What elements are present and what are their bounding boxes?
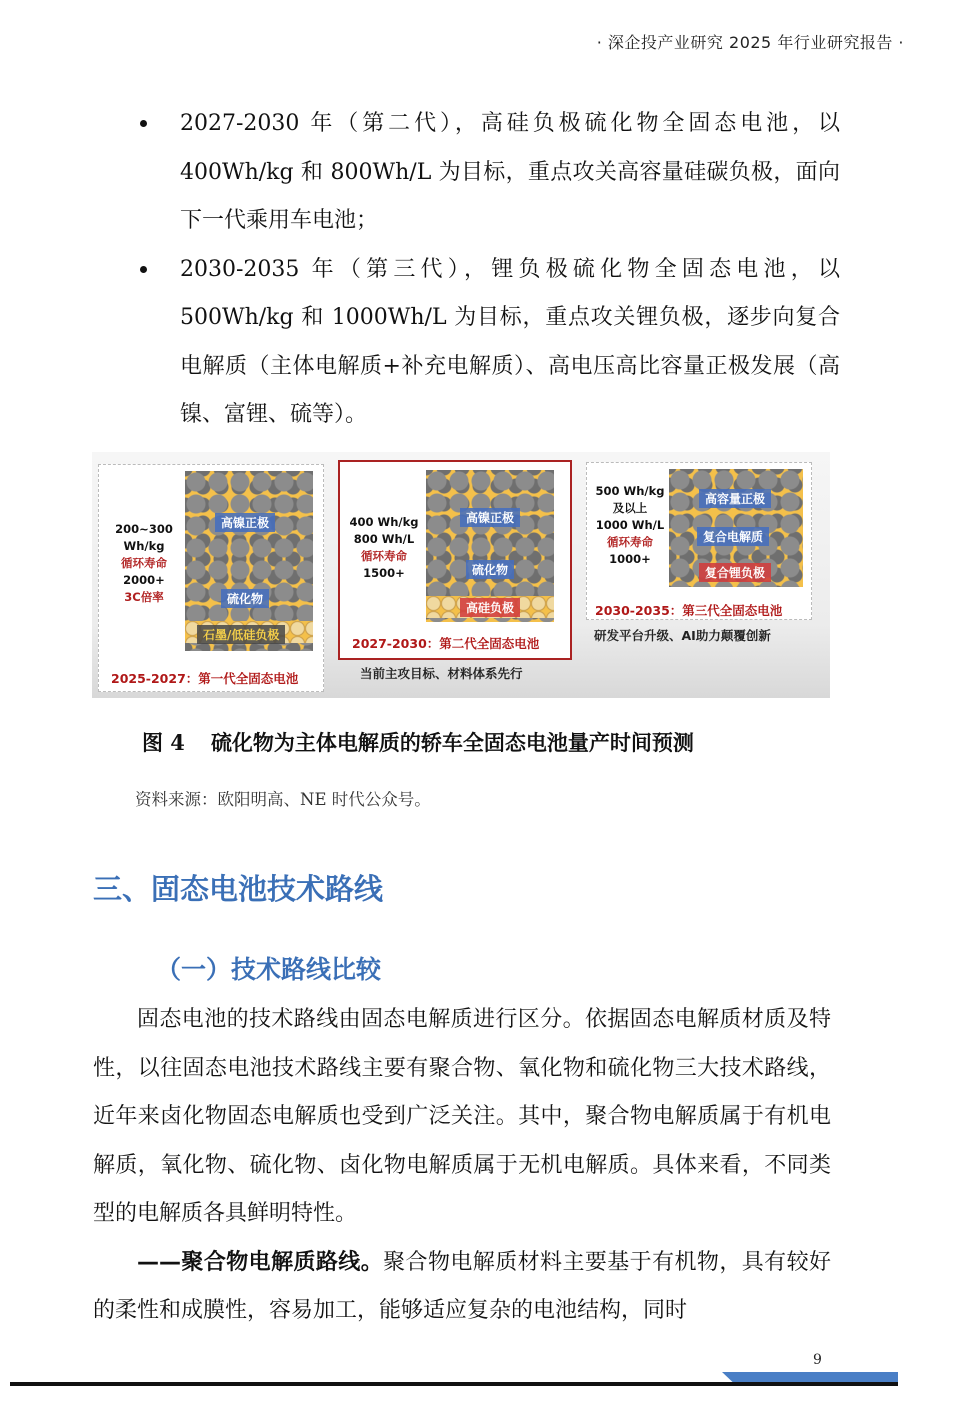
spec-line: 循环寿命 xyxy=(361,549,407,563)
bullet-text: 2027-2030 年（第二代），高硅负极硫化物全固态电池，以 400Wh/kg 和 800Wh/L 为目标，重点攻关高容量硅碳负极，面向下一代乘用车电池； xyxy=(180,111,840,233)
panel-subtitle: 研发平台升级、AI助力颠覆创新 xyxy=(594,628,771,643)
cell-diagram xyxy=(185,471,313,651)
figure-panel-gen1 xyxy=(98,464,324,692)
layer-label: 高镍正极 xyxy=(460,508,520,527)
spec-line: 400 Wh/kg xyxy=(349,515,419,529)
layer-label: 复合电解质 xyxy=(697,527,769,546)
cell-diagram xyxy=(669,469,803,587)
layer-label: 高硅负极 xyxy=(460,598,520,617)
bullet-dot-icon xyxy=(140,120,147,127)
spec-line: Wh/kg xyxy=(123,539,165,553)
paragraph-text: 聚合物电解质材料主要基于有机物，具有较好的柔性和成膜性，容易加工，能够适应复杂的电池结构，同时 xyxy=(93,1249,831,1323)
bullet-dot-icon xyxy=(140,266,147,273)
panel-spec xyxy=(591,483,669,568)
spec-line: 1000+ xyxy=(609,552,651,566)
spec-line: 800 Wh/L xyxy=(353,532,415,546)
panel-title: 2027-2030：第二代全固态电池 xyxy=(352,636,540,651)
panel-title: 2025-2027：第一代全固态电池 xyxy=(111,671,299,686)
spec-line: 循环寿命 xyxy=(121,556,167,570)
bullet-item xyxy=(140,246,840,440)
spec-line: 及以上 xyxy=(612,501,648,515)
spec-line: 2000+ xyxy=(123,573,165,587)
spec-line: 1500+ xyxy=(363,566,405,580)
figure-panel-gen2 xyxy=(338,460,572,660)
paragraph-lead: ——聚合物电解质路线。 xyxy=(137,1249,384,1275)
subsection-heading: （一）技术路线比较 xyxy=(156,955,382,984)
spec-line: 循环寿命 xyxy=(607,535,653,549)
panel-title: 2030-2035：第三代全固态电池 xyxy=(595,603,783,618)
body-text xyxy=(93,996,831,1336)
figure-image xyxy=(92,452,830,698)
figure-panel-gen3 xyxy=(586,462,812,620)
layer-label: 高容量正极 xyxy=(699,489,771,508)
cell-diagram xyxy=(426,470,554,622)
layer-label: 硫化物 xyxy=(221,589,269,608)
panel-subtitle: 当前主攻目标、材料体系先行 xyxy=(360,666,523,681)
page-number: 9 xyxy=(813,1352,822,1368)
bullet-text: 2030-2035 年（第三代），锂负极硫化物全固态电池，以 500Wh/kg 和 1000Wh/L 为目标，重点攻关锂负极，逐步向复合电解质（主体电解质+补充电解质）、高电压高比容量正极发展（高镍、富锂、硫等）。 xyxy=(180,256,840,427)
figure-caption xyxy=(142,727,694,757)
bullet-item xyxy=(140,100,840,246)
layer-label: 石墨/低硅负极 xyxy=(197,625,285,644)
caption-number: 图 4 xyxy=(142,730,185,755)
spec-line: 1000 Wh/L xyxy=(595,518,665,532)
spec-line: 3C倍率 xyxy=(124,590,164,604)
spec-line: 200~300 xyxy=(115,522,173,536)
page-header: · 深企投产业研究 2025 年行业研究报告 · xyxy=(596,33,904,52)
layer-label: 硫化物 xyxy=(466,560,514,579)
caption-text: 硫化物为主体电解质的轿车全固态电池量产时间预测 xyxy=(210,731,694,755)
panel-spec xyxy=(105,521,183,606)
figure-source: 资料来源：欧阳明高、NE 时代公众号。 xyxy=(135,790,431,809)
paragraph xyxy=(93,1239,831,1336)
panel-spec xyxy=(346,514,422,582)
paragraph: 固态电池的技术路线由固态电解质进行区分。依据固态电解质材质及特性，以往固态电池技术路线主要有聚合物、氧化物和硫化物三大技术路线，近年来卤化物固态电解质也受到广泛关注。其中，聚合物电解质属于有机电解质，氧化物、硫化物、卤化物电解质属于无机电解质。具体来看，不同类型的电解质各具鲜明特性。 xyxy=(93,1007,831,1226)
section-heading: 三、固态电池技术路线 xyxy=(93,872,384,906)
footer-rule xyxy=(10,1382,898,1386)
spec-line: 500 Wh/kg xyxy=(595,484,665,498)
layer-label: 高镍正极 xyxy=(215,513,275,532)
bullet-list xyxy=(140,100,840,440)
layer-label: 复合锂负极 xyxy=(699,563,771,582)
footer-accent-bar xyxy=(722,1372,898,1382)
